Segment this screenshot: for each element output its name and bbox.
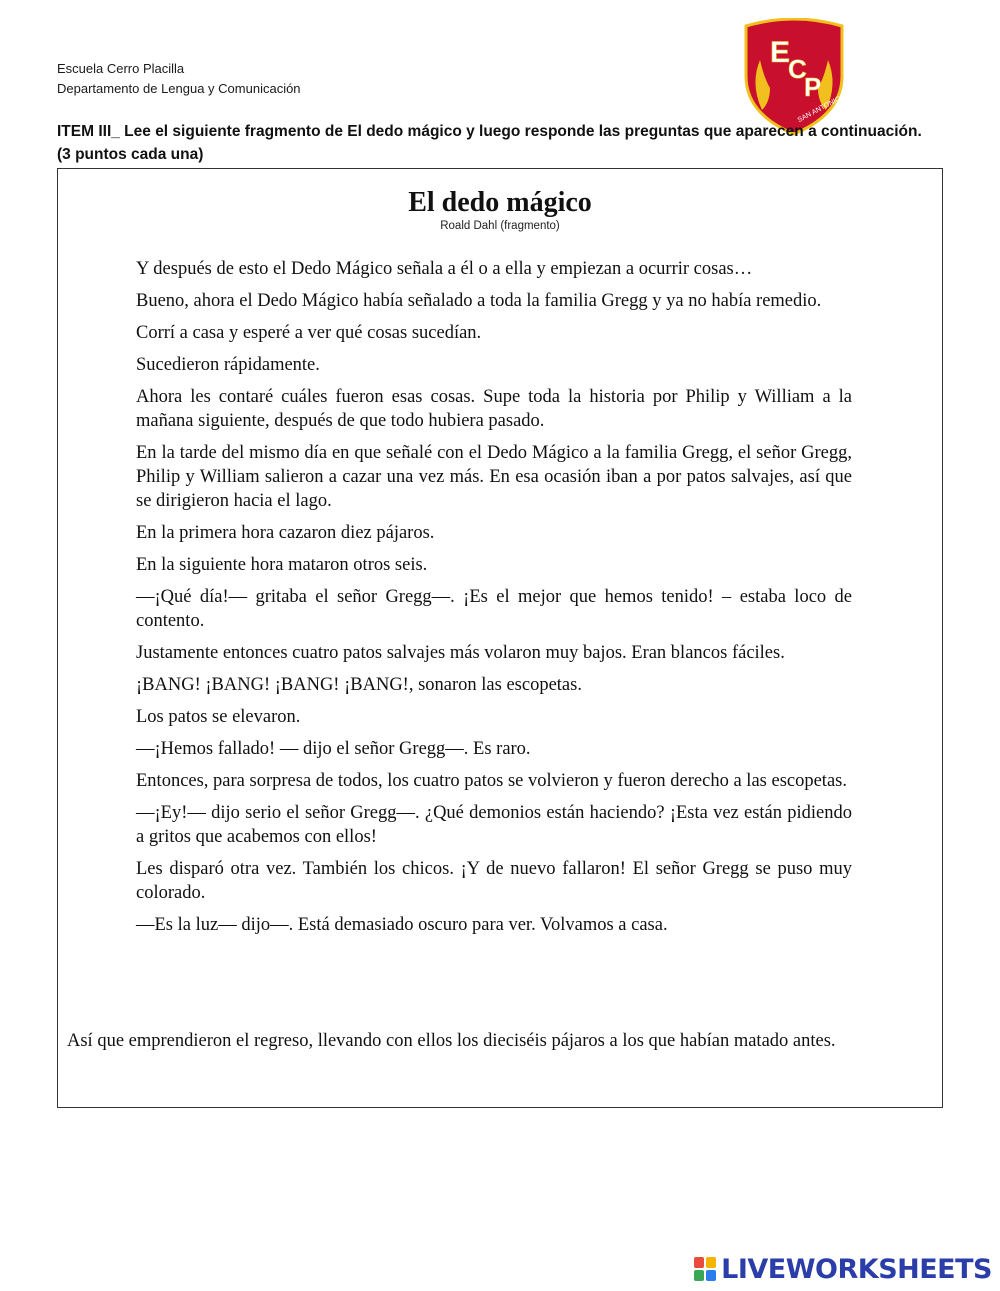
svg-text:C: C [788,54,807,84]
svg-text:P: P [804,72,822,102]
paragraph: Les disparó otra vez. También los chicos. ¡Y de nuevo fallaron! El señor Gregg se puso muy colorado. [136,859,852,903]
paragraph: En la primera hora cazaron diez pájaros. [136,523,435,543]
paragraph: Los patos se elevaron. [136,707,301,727]
paragraph: Entonces, para sorpresa de todos, los cuatro patos se volvieron y fueron derecho a las escopetas. [136,771,847,791]
reading-box [57,168,943,1108]
paragraph: Y después de esto el Dedo Mágico señala a él o a ella y empiezan a ocurrir cosas… [136,259,753,279]
reading-title: El dedo mágico [408,187,592,218]
paragraph: Corrí a casa y esperé a ver qué cosas sucedían. [136,323,482,343]
reading-body [136,257,852,945]
school-shield-logo [740,18,848,136]
item-instruction: ITEM III_ Lee el siguiente fragmento de El dedo mágico y luego responde las preguntas que aparecen a continuación. (3 puntos cada una) [57,123,922,163]
watermark-text: LIVEWORKSHEETS [721,1253,992,1285]
paragraph: Justamente entonces cuatro patos salvajes más volaron muy bajos. Eran blancos fáciles. [136,643,785,663]
paragraph: En la siguiente hora mataron otros seis. [136,555,428,575]
reading-author: Roald Dahl (fragmento) [440,220,560,232]
paragraph: —¡Qué día!— gritaba el señor Gregg—. ¡Es el mejor que hemos tenido! – estaba loco de contento. [136,587,852,631]
paragraph: —¡Hemos fallado! — dijo el señor Gregg—. Es raro. [136,739,531,759]
svg-text:E: E [770,36,791,69]
paragraph: —¡Ey!— dijo serio el señor Gregg—. ¿Qué demonios están haciendo? ¡Esta vez están pidiendo a gritos que acabemos con ellos! [136,803,852,847]
paragraph: ¡BANG! ¡BANG! ¡BANG! ¡BANG!, sonaron las escopetas. [136,675,582,695]
department-name: Departamento de Lengua y Comunicación [57,81,301,96]
paragraph: Sucedieron rápidamente. [136,355,320,375]
paragraph: Bueno, ahora el Dedo Mágico había señalado a toda la familia Gregg y ya no había remedio. [136,291,822,311]
liveworksheets-icon [693,1256,717,1282]
school-name: Escuela Cerro Placilla [57,61,185,76]
paragraph: —Es la luz— dijo—. Está demasiado oscuro para ver. Volvamos a casa. [136,915,668,935]
svg-text:SAN ANTONIO: SAN ANTONIO [796,95,843,124]
paragraph: En la tarde del mismo día en que señalé con el Dedo Mágico a la familia Gregg, el señor Gregg, Philip y William salieron a cazar una vez más. En esa ocasión iban a por patos salvajes, así que se dirigieron hacia el lago. [136,443,852,511]
school-header [57,59,301,99]
liveworksheets-watermark [693,1254,992,1284]
closing-paragraph: Así que emprendieron el regreso, llevando con ellos los dieciséis pájaros a los que habían matado antes. [67,1031,836,1051]
paragraph: Ahora les contaré cuáles fueron esas cosas. Supe toda la historia por Philip y William a la mañana siguiente, después de que todo hubiera pasado. [136,387,852,431]
